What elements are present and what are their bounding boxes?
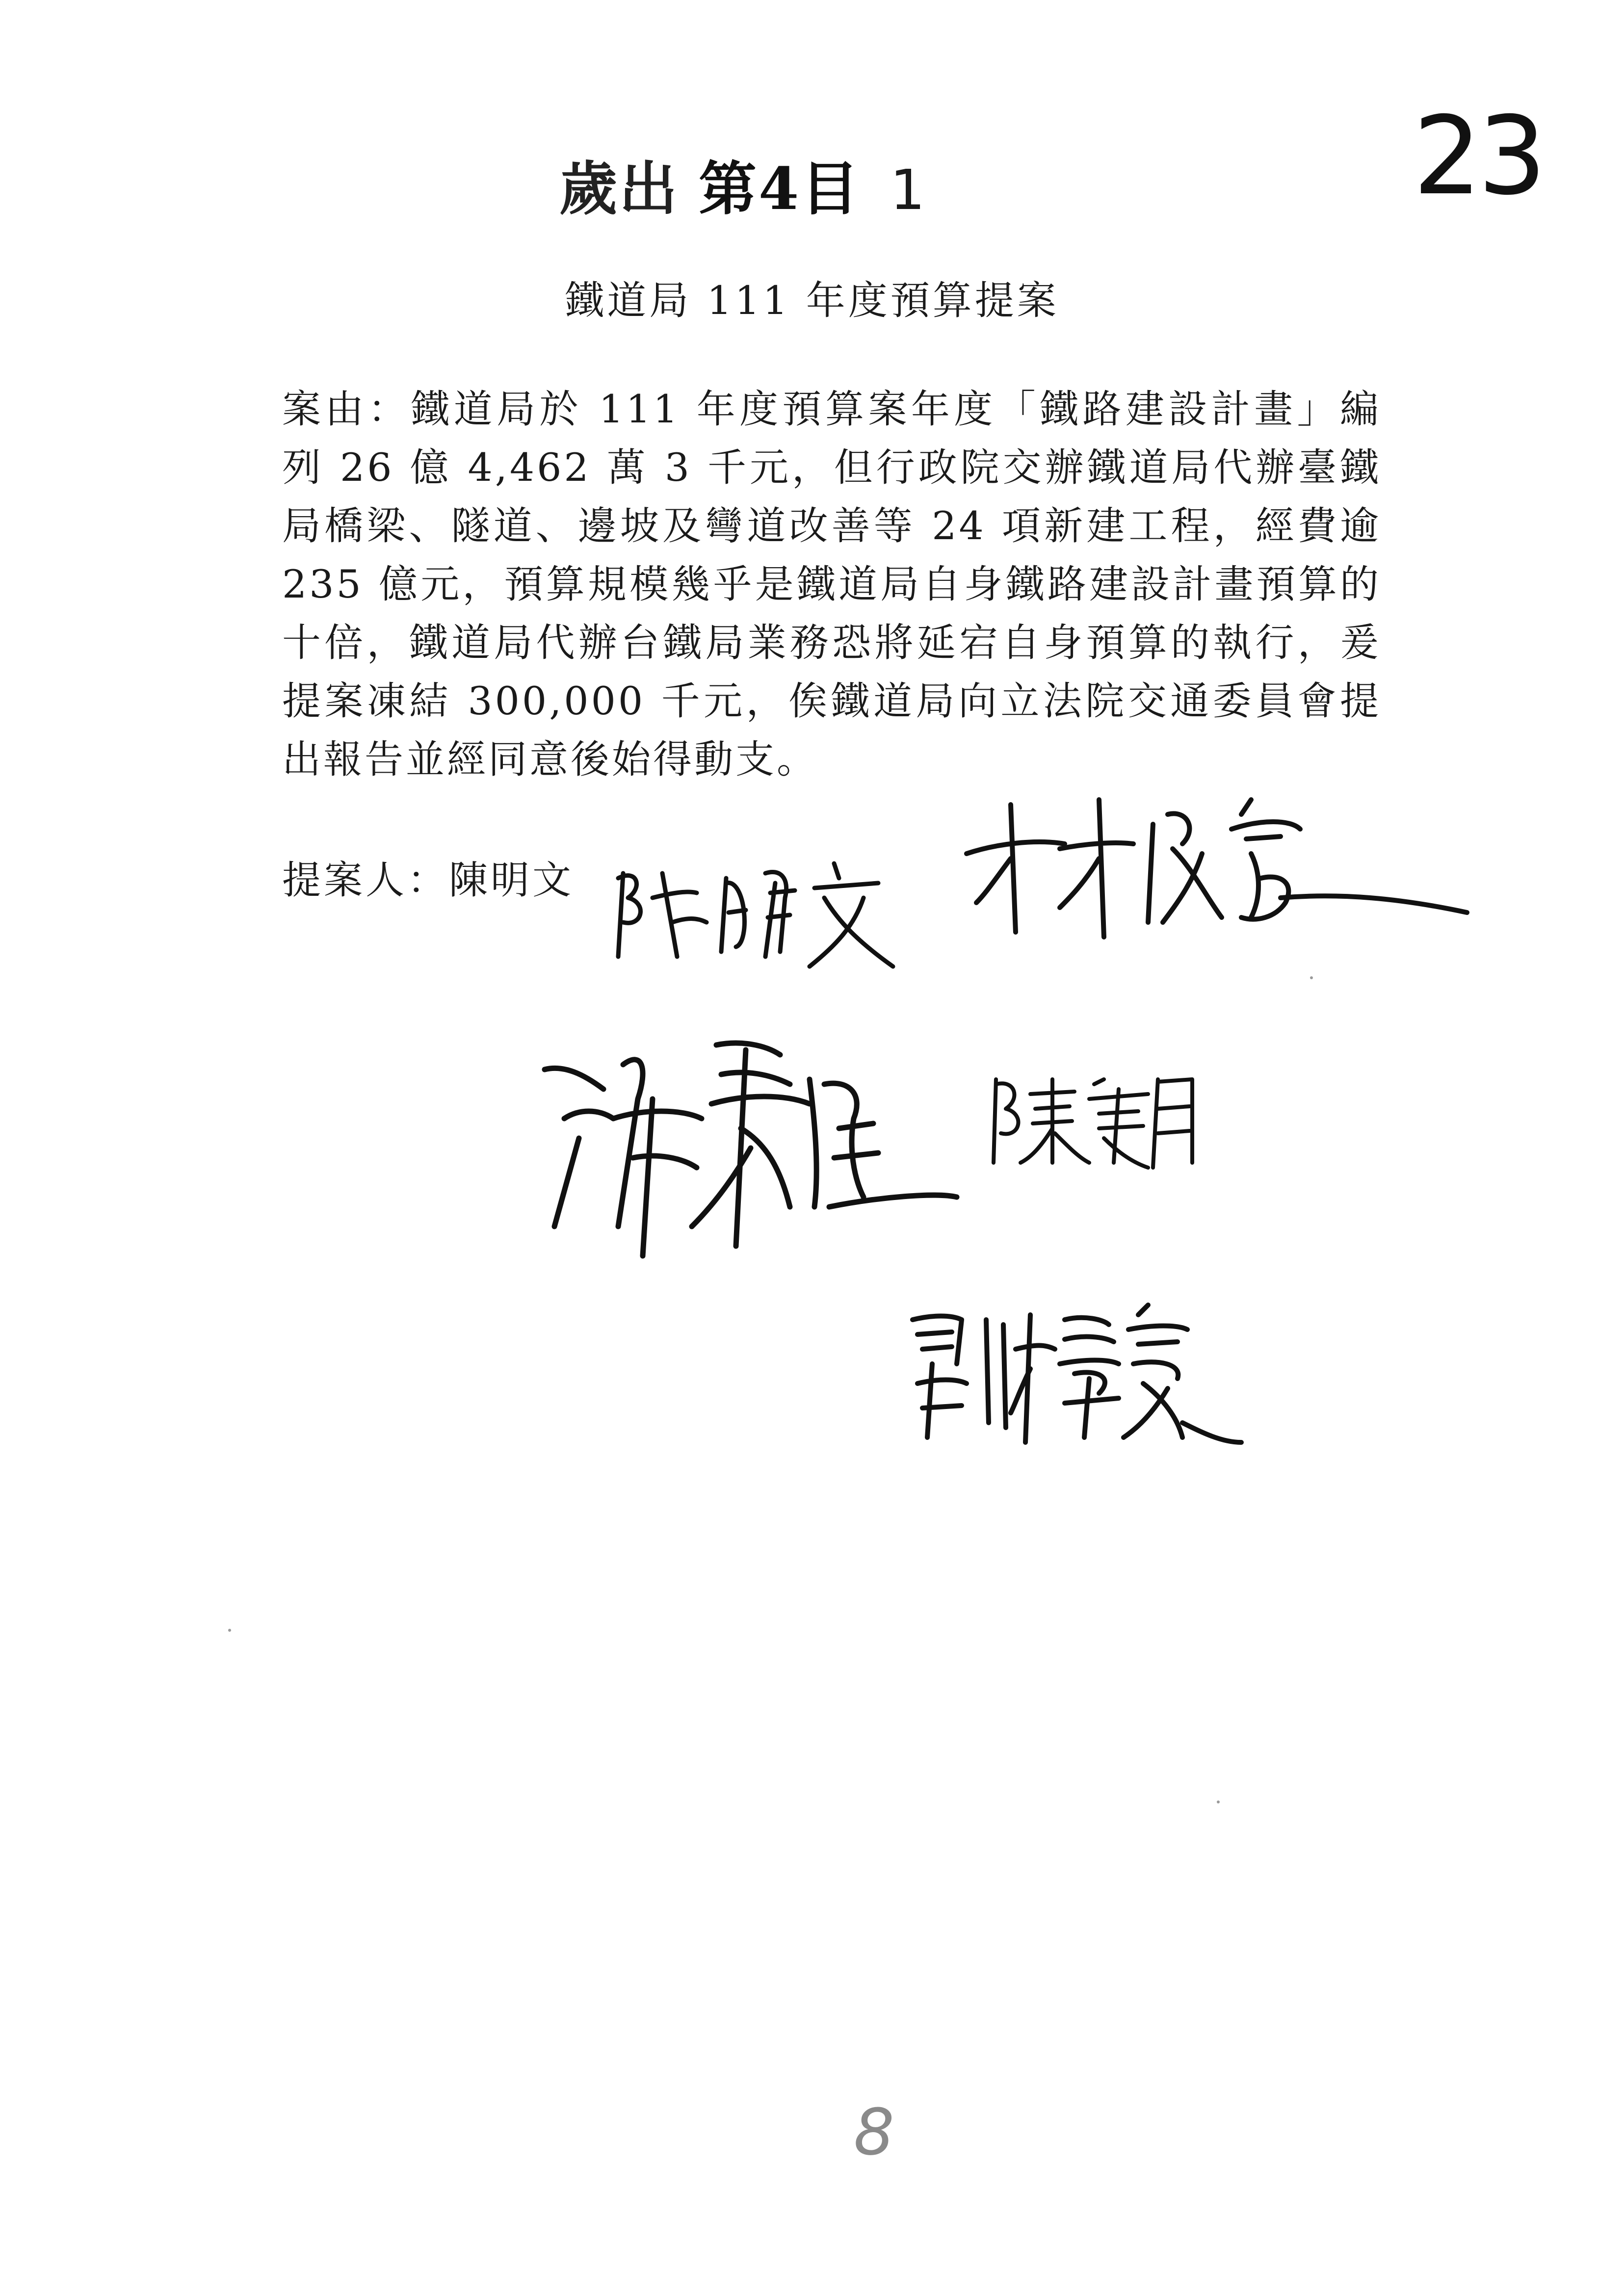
stamp-number: 1 xyxy=(890,158,927,222)
scan-speck xyxy=(228,1629,231,1632)
signature-4 xyxy=(986,1065,1202,1173)
scan-speck xyxy=(1310,976,1313,979)
budget-stamp xyxy=(559,142,927,226)
signature-3 xyxy=(535,1020,967,1276)
signature-5 xyxy=(903,1295,1246,1452)
document-title: 鐵道局 111 年度預算提案 xyxy=(565,278,1059,323)
stamp-expense: 歲出 xyxy=(559,155,680,223)
handwritten-page-number: 23 xyxy=(1413,93,1543,219)
scan-speck xyxy=(1217,1800,1220,1803)
proposer-label: 提案人： xyxy=(282,858,449,903)
signature-2 xyxy=(957,785,1477,952)
motion-text: 案由：鐵道局於 111 年度預算案年度「鐵路建設計畫」編列 26 億 4,462 萬 3 千元，但行政院交辦鐵道局代辦臺鐵局橋梁、隧道、邊坡及彎道改善等 24 項新建工程，經費逾 235 億元，預算規模幾乎是鐵道局自身鐵路建設計畫預算的十倍，鐵道局代辦台鐵局業務恐將延宕自身預算的執行，爰提案凍結 300,000 千元，俟鐵道局向立法院交通委員會提出報告並經同意後始得動支。 xyxy=(282,387,1381,782)
folio-number: 8 xyxy=(854,2095,894,2169)
proposer-line xyxy=(282,849,574,905)
signature-1 xyxy=(603,844,908,981)
proposer-name: 陳明文 xyxy=(449,858,574,903)
stamp-item: 第4目 xyxy=(699,155,861,223)
